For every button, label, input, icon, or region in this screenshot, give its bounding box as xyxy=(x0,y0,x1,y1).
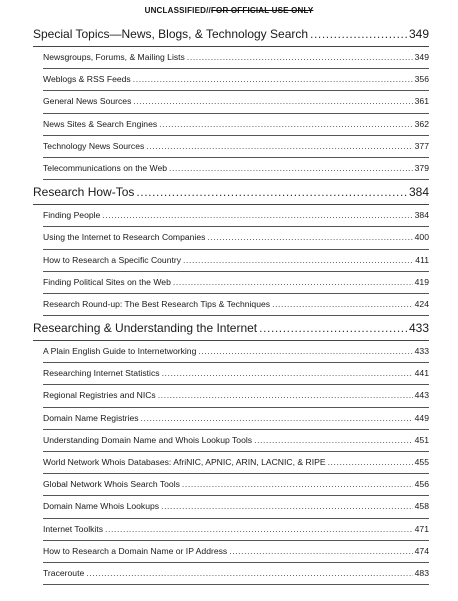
entry-title: A Plain English Guide to Internetworking xyxy=(43,346,197,357)
entry-title: News Sites & Search Engines xyxy=(43,118,158,129)
entry-page-number: 419 xyxy=(414,276,429,287)
dot-leader xyxy=(86,563,412,584)
entry-title: Finding Political Sites on the Web xyxy=(43,276,171,287)
entry-page-number: 377 xyxy=(414,140,429,151)
dot-leader xyxy=(173,272,413,293)
section-page-number: 384 xyxy=(408,185,429,200)
dot-leader xyxy=(161,496,413,517)
toc-entry xyxy=(33,114,429,135)
classification-struck-label: FOR OFFICIAL USE ONLY xyxy=(210,6,314,15)
section-page-number: 433 xyxy=(408,321,429,336)
entry-page-number: 458 xyxy=(414,501,429,512)
toc-entry xyxy=(33,385,429,406)
dot-leader xyxy=(272,294,413,315)
dot-leader xyxy=(229,541,412,562)
toc-section-heading xyxy=(33,316,429,340)
entry-title: Finding People xyxy=(43,210,101,221)
dot-leader xyxy=(141,408,413,429)
entry-page-number: 483 xyxy=(414,567,429,578)
entry-title: Telecommunications on the Web xyxy=(43,162,168,173)
toc-entry xyxy=(33,452,429,473)
entry-title: Newsgroups, Forums, & Mailing Lists xyxy=(43,52,185,62)
toc-entry xyxy=(33,363,429,384)
entry-page-number: 443 xyxy=(414,390,429,401)
entry-page-number: 451 xyxy=(414,434,429,445)
entry-title: General News Sources xyxy=(43,96,132,107)
toc-entry xyxy=(33,205,429,226)
entry-title: World Network Whois Databases: AfriNIC, APNIC, ARIN, LACNIC, & RIPE xyxy=(43,457,326,467)
entry-page-number: 362 xyxy=(414,118,429,129)
entry-page-number: 349 xyxy=(414,52,429,62)
entry-title: Domain Name Registries xyxy=(43,412,139,423)
toc-section xyxy=(33,180,429,316)
toc-entry xyxy=(33,474,429,495)
section-title: Research How-Tos xyxy=(33,185,135,200)
entry-page-number: 379 xyxy=(414,162,429,173)
entry-page-number: 455 xyxy=(414,457,429,467)
toc-entry xyxy=(33,294,429,315)
entry-title: Regional Registries and NICs xyxy=(43,390,156,401)
entry-title: Using the Internet to Research Companies xyxy=(43,232,206,243)
toc-entry xyxy=(33,69,429,90)
toc-section xyxy=(33,22,429,180)
entry-title: Internet Toolkits xyxy=(43,523,104,534)
toc-section-heading xyxy=(33,180,429,204)
toc-entry xyxy=(33,136,429,157)
toc-entry xyxy=(33,341,429,362)
toc-entry xyxy=(33,430,429,451)
entry-divider xyxy=(43,584,429,585)
entry-page-number: 449 xyxy=(414,412,429,423)
dot-leader xyxy=(133,69,413,90)
toc-entry xyxy=(33,250,429,271)
entry-page-number: 411 xyxy=(415,254,429,265)
entry-page-number: 424 xyxy=(414,298,429,309)
toc-entry xyxy=(33,496,429,517)
dot-leader xyxy=(136,180,407,204)
toc-section-heading xyxy=(33,22,429,46)
entry-title: How to Research a Specific Country xyxy=(43,254,182,265)
dot-leader xyxy=(105,519,413,540)
toc-entry xyxy=(33,158,429,179)
toc-entry xyxy=(33,519,429,540)
dot-leader xyxy=(159,114,412,135)
dot-leader xyxy=(183,250,413,271)
dot-leader xyxy=(259,316,407,340)
toc-entry xyxy=(33,227,429,248)
entry-page-number: 384 xyxy=(414,210,429,221)
dot-leader xyxy=(162,363,413,384)
dot-leader xyxy=(158,385,413,406)
section-page-number: 349 xyxy=(408,27,429,41)
entry-page-number: 474 xyxy=(414,545,429,556)
dot-leader xyxy=(328,452,413,473)
dot-leader xyxy=(207,227,412,248)
dot-leader xyxy=(133,91,412,112)
entry-title: Traceroute xyxy=(43,567,85,578)
toc-section xyxy=(33,316,429,585)
classification-label: UNCLASSIFIED// xyxy=(144,6,211,15)
dot-leader xyxy=(198,341,412,362)
entry-title: Weblogs & RSS Feeds xyxy=(43,74,131,85)
toc-entry xyxy=(33,541,429,562)
section-title: Special Topics—News, Blogs, & Technology Search xyxy=(33,27,309,41)
dot-leader xyxy=(169,158,413,179)
toc-entry xyxy=(33,408,429,429)
entry-title: How to Research a Domain Name or IP Address xyxy=(43,545,228,556)
entry-title: Domain Name Whois Lookups xyxy=(43,501,160,512)
entry-page-number: 361 xyxy=(414,96,429,107)
entry-page-number: 471 xyxy=(414,523,429,534)
section-title: Researching & Understanding the Internet xyxy=(33,321,258,336)
toc-entry xyxy=(33,272,429,293)
entry-title: Researching Internet Statistics xyxy=(43,368,160,379)
dot-leader xyxy=(187,47,413,68)
toc-entry xyxy=(33,47,429,68)
entry-title: Understanding Domain Name and Whois Lookup Tools xyxy=(43,434,253,445)
entry-page-number: 356 xyxy=(414,74,429,85)
table-of-contents xyxy=(33,22,429,585)
toc-entry xyxy=(33,91,429,112)
classification-marking xyxy=(0,6,458,15)
entry-title: Research Round-up: The Best Research Tips & Techniques xyxy=(43,298,271,309)
dot-leader xyxy=(254,430,413,451)
entry-page-number: 456 xyxy=(414,479,429,490)
entry-page-number: 433 xyxy=(414,346,429,357)
dot-leader xyxy=(146,136,412,157)
dot-leader xyxy=(182,474,413,495)
toc-entry xyxy=(33,563,429,584)
entry-title: Technology News Sources xyxy=(43,140,145,151)
dot-leader xyxy=(102,205,412,226)
entry-page-number: 441 xyxy=(414,368,429,379)
entry-title: Global Network Whois Search Tools xyxy=(43,479,180,490)
dot-leader xyxy=(310,22,407,46)
entry-page-number: 400 xyxy=(414,232,429,243)
